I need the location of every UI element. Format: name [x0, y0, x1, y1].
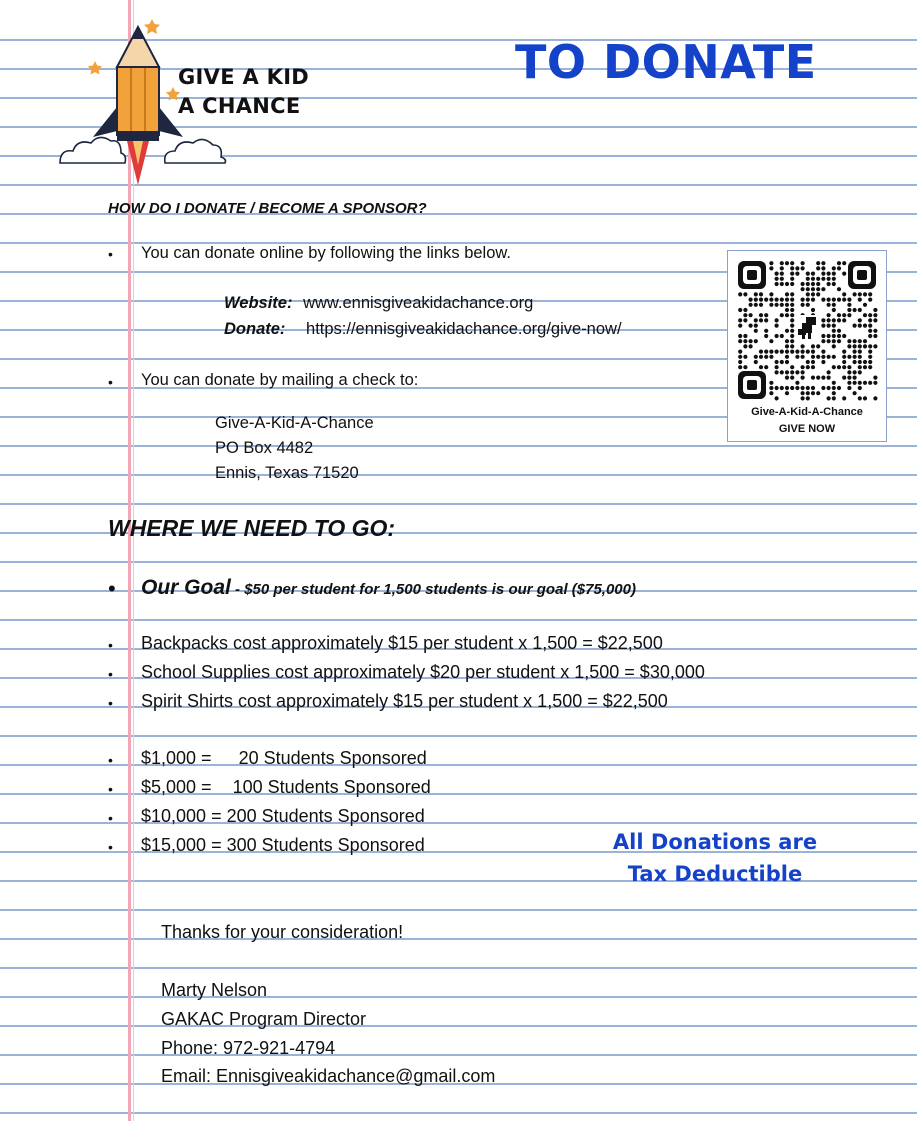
goal-line [141, 576, 636, 600]
sponsor-level [141, 777, 431, 798]
sponsor-students: 300 Students Sponsored [226, 835, 425, 855]
tax-note-line-2: Tax Deductible [627, 862, 803, 886]
cost-item: Backpacks cost approximately $15 per student x 1,500 = $22,500 [141, 633, 663, 653]
qr-code-card[interactable] [727, 250, 887, 442]
contact-phone: Phone: 972-921-4794 [161, 1038, 336, 1058]
contact-name: Marty Nelson [161, 980, 268, 1000]
bullet-icon: • [108, 666, 113, 682]
sponsor-amount: $1,000 = [141, 748, 212, 768]
where-heading: WHERE WE NEED TO GO: [108, 515, 396, 541]
sponsor-amount: $5,000 = [141, 777, 212, 797]
website-label: Website: [224, 294, 293, 312]
sponsor-students: 100 Students Sponsored [232, 777, 431, 797]
cost-item: Spirit Shirts cost approximately $15 per student x 1,500 = $22,500 [141, 691, 668, 711]
donate-line [224, 320, 622, 339]
online-text: You can donate online by following the links below. [141, 244, 511, 262]
sponsor-students: 200 Students Sponsored [226, 806, 425, 826]
thanks-text: Thanks for your consideration! [161, 922, 404, 942]
qr-code-icon [736, 259, 878, 401]
bullet-icon: • [108, 752, 113, 768]
donate-link[interactable]: https://ennisgiveakidachance.org/give-now/ [306, 320, 622, 338]
goal-description: - $50 per student for 1,500 students is our goal ($75,000) [230, 581, 636, 598]
sponsor-students: 20 Students Sponsored [238, 748, 427, 768]
paper-top-margin [0, 0, 917, 12]
contact-email[interactable]: Email: Ennisgiveakidachance@gmail.com [161, 1066, 496, 1086]
address-line: PO Box 4482 [215, 439, 314, 457]
bullet-icon: • [108, 781, 113, 797]
website-link[interactable]: www.ennisgiveakidachance.org [303, 294, 534, 312]
donate-label: Donate: [224, 320, 286, 338]
goal-title: Our Goal [141, 576, 231, 599]
address-line: Ennis, Texas 71520 [215, 464, 359, 482]
bullet-icon: • [108, 695, 113, 711]
how-to-heading: HOW DO I DONATE / BECOME A SPONSOR? [108, 200, 427, 217]
bullet-icon: • [108, 374, 113, 390]
mail-text: You can donate by mailing a check to: [141, 371, 419, 389]
logo-text [178, 63, 309, 121]
bullet-icon: • [108, 637, 113, 653]
bullet-icon: • [108, 246, 113, 262]
address-line: Give-A-Kid-A-Chance [215, 414, 374, 432]
tax-deductible-note [575, 826, 855, 890]
sponsor-level [141, 748, 427, 769]
qr-code[interactable] [736, 259, 878, 401]
bullet-icon: • [108, 839, 113, 855]
qr-caption-cta: GIVE NOW [778, 423, 836, 435]
logo-line-1: GIVE A KID [178, 65, 310, 89]
tax-note-line-1: All Donations are [612, 830, 818, 854]
sponsor-amount: $10,000 = [141, 806, 222, 826]
bullet-icon: • [108, 576, 116, 601]
qr-caption-name: Give-A-Kid-A-Chance [751, 406, 863, 418]
sponsor-level [141, 806, 425, 827]
bullet-icon: • [108, 810, 113, 826]
contact-role: GAKAC Program Director [161, 1009, 367, 1029]
sponsor-level [141, 835, 425, 856]
website-line [224, 294, 533, 313]
cost-item: School Supplies cost approximately $20 per student x 1,500 = $30,000 [141, 662, 705, 682]
page-title: TO DONATE [515, 35, 817, 89]
sponsor-amount: $15,000 = [141, 835, 222, 855]
logo-line-2: A CHANCE [178, 94, 301, 118]
